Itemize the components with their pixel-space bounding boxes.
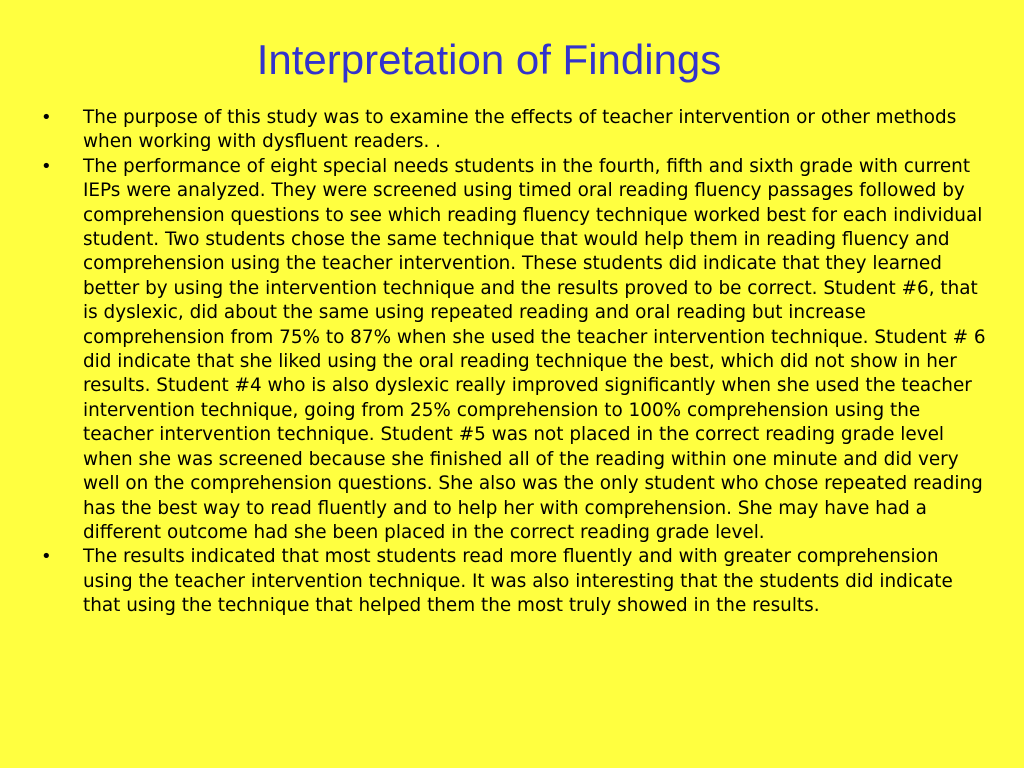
- bullet-item: [36, 545, 992, 618]
- bullet-icon: •: [41, 107, 52, 128]
- bullet-list: [36, 106, 992, 619]
- bullet-text-results: The results indicated that most students read more fluently and with greater comprehension using the teacher intervention technique. It was also interesting that the students did indicate that using the technique that helped them the most truly showed in the results.: [83, 546, 953, 617]
- bullet-text-performance: The performance of eight special needs students in the fourth, fifth and sixth grade with current IEPs were analyzed. They were screened using timed oral reading fluency passages followed by comprehension questions to see which reading fluency technique worked best for each individual student. Two students chose the same technique that would help them in reading fluency and comprehension using the teacher intervention. These students did indicate that they learned better by using the intervention technique and the results proved to be correct. Student #6, that is dyslexic, did about the same using repeated reading and oral reading but increase comprehension from 75% to 87% when she used the teacher intervention technique. Student # 6 did indicate that she liked using the oral reading technique the best, which did not show in her results. Student #4 who is also dyslexic really improved significantly when she used the teacher intervention technique, going from 25% comprehension to 100% comprehension using the teacher intervention technique. Student #5 was not placed in the correct reading grade level when she was screened because she finished all of the reading within one minute and did very well on the comprehension questions. She also was the only student who chose repeated reading has the best way to read fluently and to help her with comprehension. She may have had a different outcome had she been placed in the correct reading grade level.: [83, 155, 986, 543]
- bullet-icon: •: [41, 546, 52, 568]
- bullet-text-purpose: The purpose of this study was to examine the effects of teacher intervention or other methods when working with dysfluent readers. .: [83, 107, 957, 153]
- bullet-item: [36, 106, 992, 155]
- bullet-icon: •: [41, 155, 52, 177]
- slide-title: Interpretation of Findings: [256, 36, 722, 83]
- bullet-item: [36, 155, 992, 546]
